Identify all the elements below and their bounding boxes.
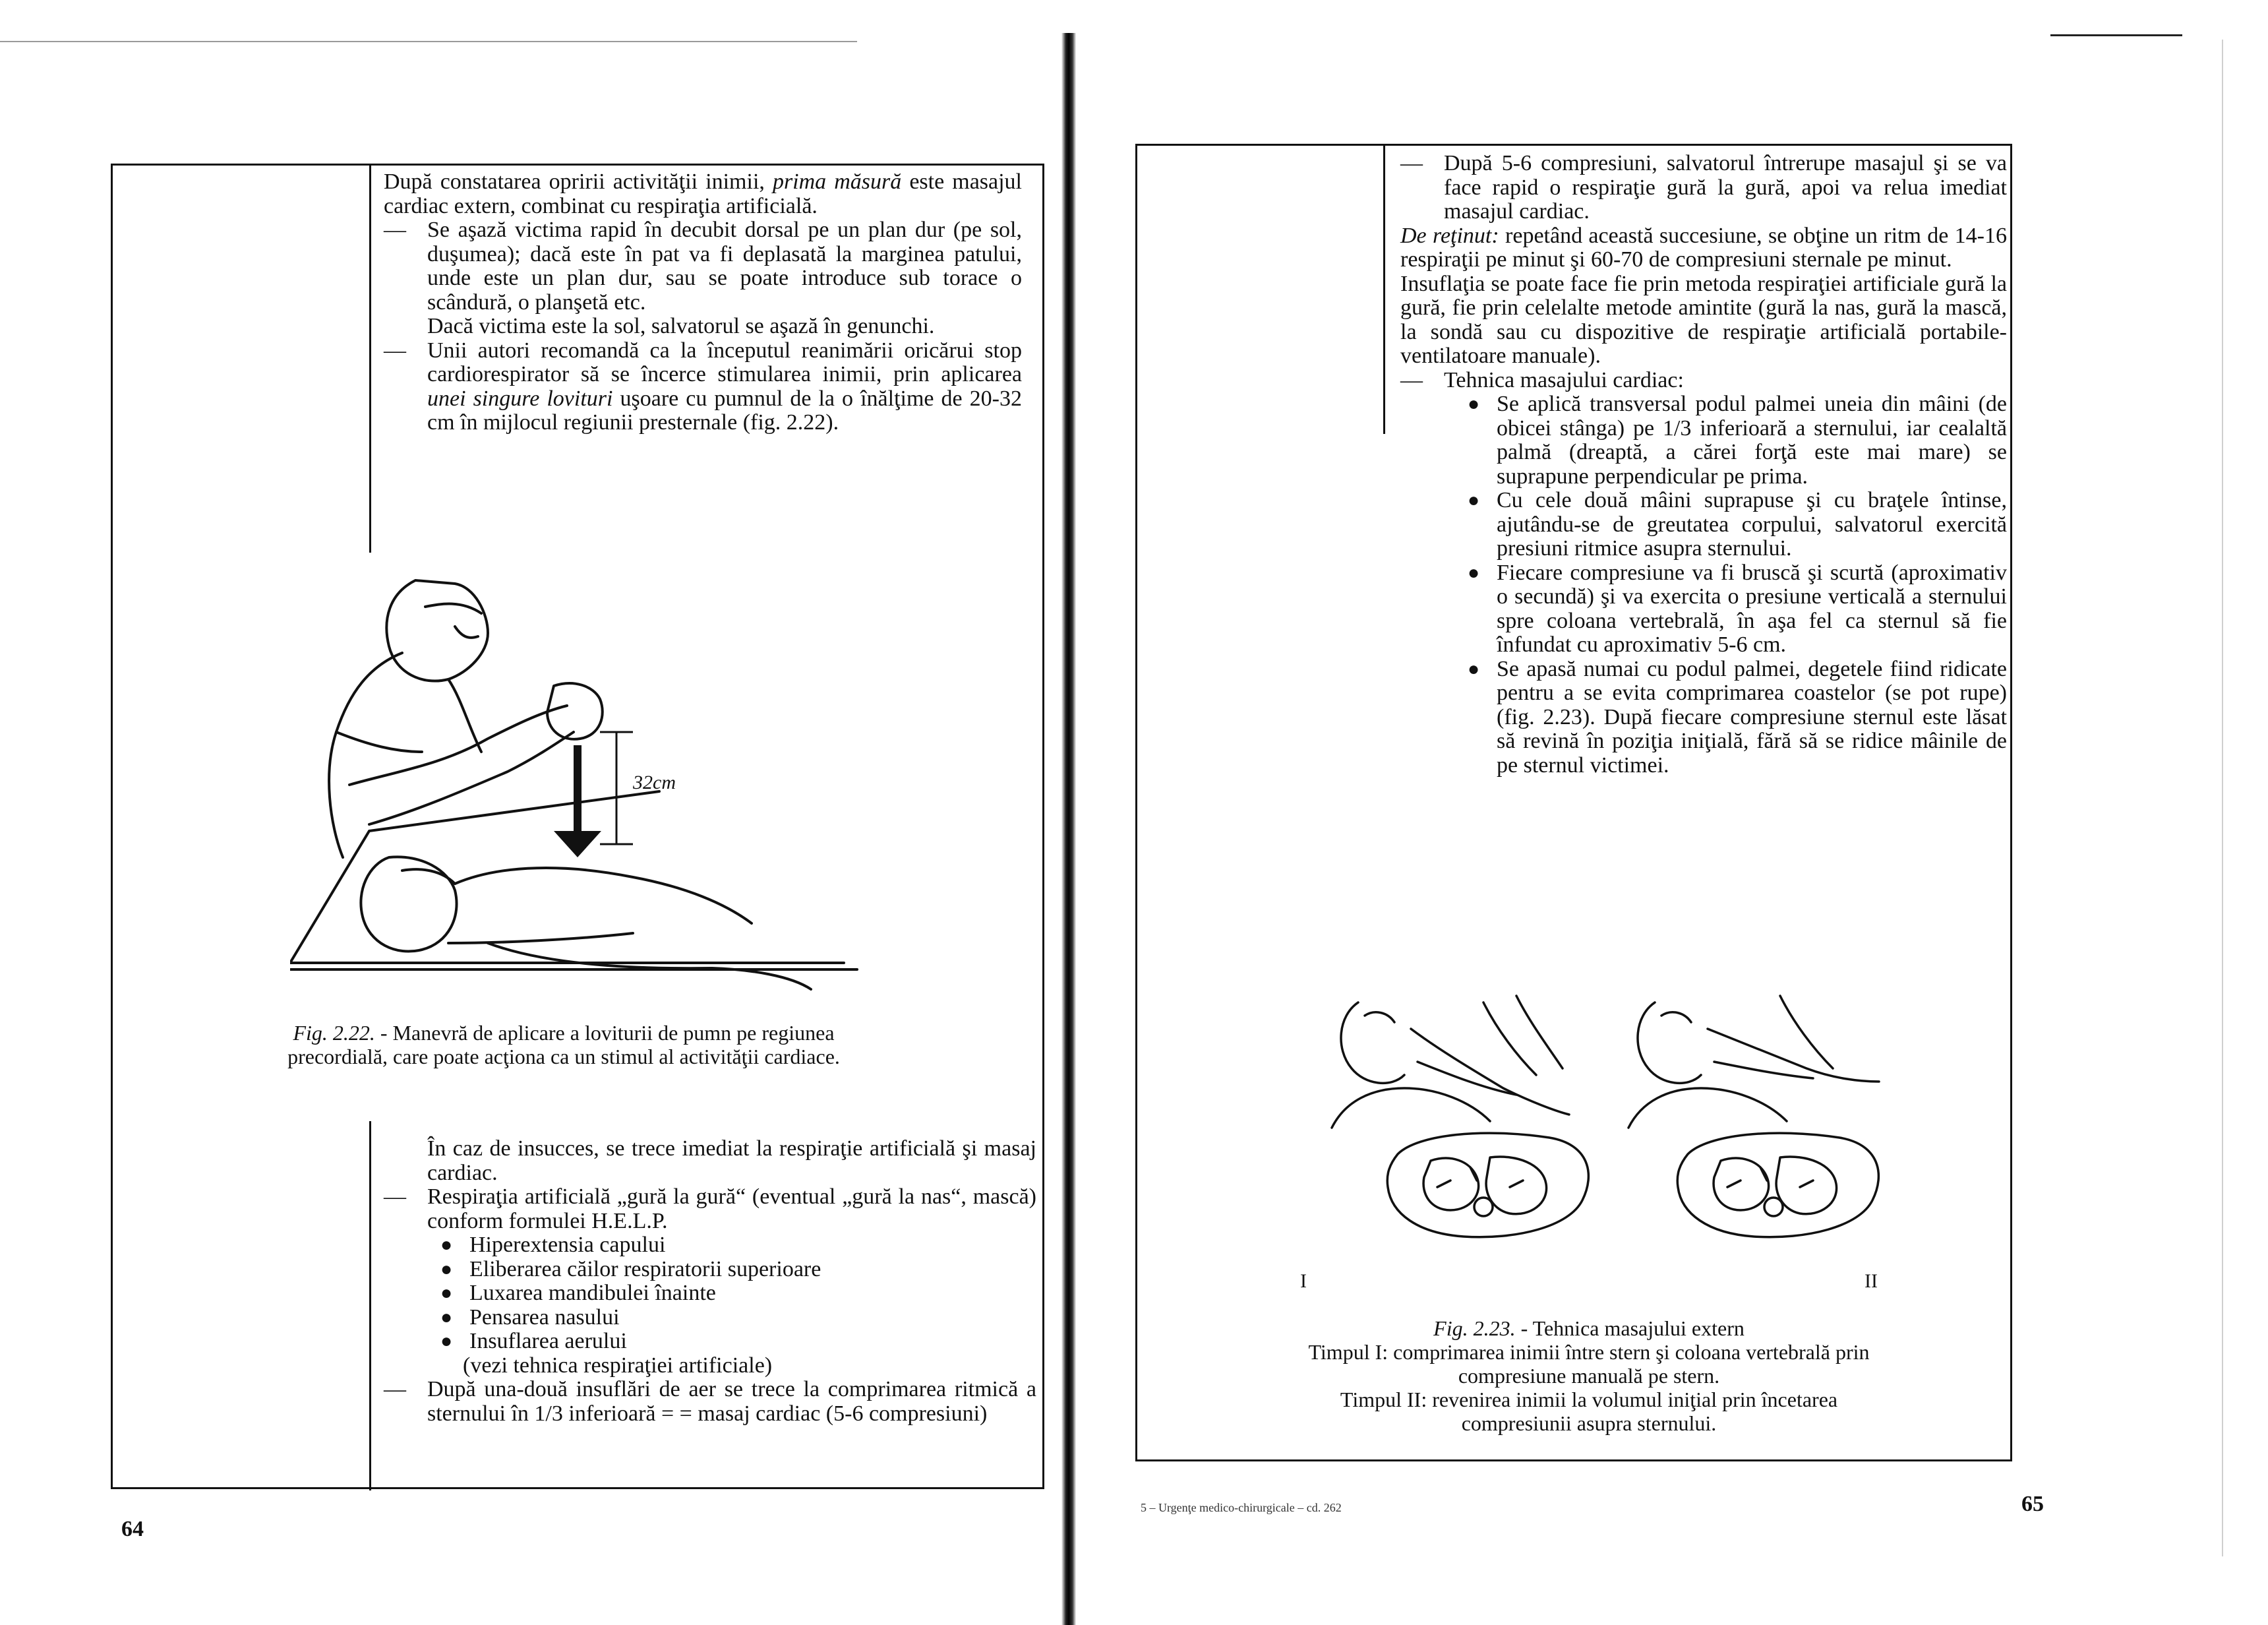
bullet-text: Eliberarea căilor respiratorii superioare — [469, 1256, 821, 1281]
bullet-icon: ● — [1468, 658, 1480, 680]
left-page-inner-rule-bottom — [369, 1121, 371, 1490]
compression-text: După una-două insuflări de aer se trece la comprimarea ritmică a sternului în 1/3 inferioară = = masaj cardiac (5-6 compresiuni) — [427, 1377, 1036, 1426]
help-bullet — [440, 1233, 1036, 1258]
precordial-thump-text — [427, 339, 1022, 435]
technique-bullet-list — [1400, 392, 2007, 778]
bullet-icon: ● — [440, 1234, 453, 1256]
help-bullet-list — [384, 1233, 1036, 1354]
help-bullet — [440, 1256, 1036, 1282]
list-item-cardiac-massage-technique — [1400, 369, 2007, 393]
insucces-text: În caz de insucces, se trece imediat la respiraţie artificială şi masaj cardiac. — [427, 1136, 1036, 1185]
figure-panel-label-2: II — [1865, 1270, 1878, 1292]
dash-marker: — — [384, 338, 406, 363]
bullet-icon: ● — [1468, 393, 1480, 415]
bullet-text: Fiecare compresiune va fi bruscă şi scurtă (aproximativ o secundă) şi va exercita o presiune verticală a sternului spre coloana vertebrală, în aşa fel ca sternul să fie înfundat cu aproximativ 5-6 cm. — [1497, 560, 2007, 657]
page-number-left: 64 — [121, 1517, 144, 1541]
caption-title-line — [1286, 1316, 1892, 1340]
dash-marker: — — [1400, 151, 1423, 175]
left-bottom-text — [384, 1137, 1036, 1426]
scan-edge-line — [0, 41, 857, 42]
intro-emphasis: prima măsură — [772, 169, 902, 194]
bullet-text: Insuflarea aerului — [469, 1329, 627, 1353]
bullet-icon: ● — [1468, 561, 1480, 584]
figure-number: Fig. 2.22. — [293, 1021, 375, 1045]
figure-number: Fig. 2.23. — [1433, 1316, 1516, 1340]
list-item-compression — [384, 1378, 1036, 1426]
bullet-text: Se apasă numai cu podul palmei, degetele fiind ridicate pentru a se evita comprimarea coastelor (se pot rupe) (fig. 2.23). După fiecare compresiune sternul este lăsat să revină în poziţia iniţială, fără să se ridice mâinile de pe sternul victimei. — [1497, 656, 2007, 778]
figure-2-22-caption — [260, 1021, 867, 1068]
caption-title: - Tehnica masajului extern — [1515, 1316, 1745, 1340]
caption-text: - Manevră de aplicare a loviturii de pumn pe regiunea precordială, care poate acţiona ca un stimul al activităţii cardiace. — [287, 1021, 840, 1068]
left-top-text — [384, 170, 1022, 435]
right-page-inner-rule — [1383, 144, 1385, 434]
bullet-icon: ● — [440, 1282, 453, 1304]
thump-emphasis: unei singure lovituri — [427, 386, 613, 411]
dash-marker: — — [1400, 367, 1423, 392]
dash-marker: — — [384, 1377, 406, 1401]
bullet-text: Hiperextensia capului — [469, 1233, 666, 1257]
intro-text: După constatarea opririi activităţii inimii, — [384, 169, 773, 194]
retinut-label: De reţinut: — [1400, 223, 1499, 248]
after-compressions-text: După 5-6 compresiuni, salvatorul întrerupe masajul şi se va face rapid o respiraţie gură la gură, apoi va relua imediat masajul cardiac. — [1444, 151, 2007, 224]
list-item-victim-position — [384, 218, 1022, 339]
bullet-text: Pensarea nasului — [469, 1304, 620, 1330]
help-bullet — [440, 1281, 1036, 1306]
technique-bullet — [1468, 488, 2007, 561]
artificial-respiration-text: Respiraţia artificială „gură la gură“ (eventual „gură la nas“, mască) conform formulei H.E.L.P. — [427, 1184, 1036, 1233]
bullet-icon: ● — [440, 1306, 453, 1328]
left-page-inner-rule — [369, 164, 371, 553]
scan-edge-line-right — [2050, 34, 2182, 36]
technique-bullet — [1468, 656, 2007, 778]
external-cardiac-massage-drawing — [1319, 989, 1899, 1266]
figure-2-23-caption — [1286, 1316, 1892, 1435]
intro-text-end: este masajul cardiac extern, combinat cu respiraţia artificială. — [384, 169, 1022, 218]
bullet-text: Se aplică transversal podul palmei uneia din mâini (de obicei stânga) pe 1/3 inferioară a sternului, iar cealaltă palmă (dreaptă, a cărei forţă este mai mare) se suprapune perpendicular pe prima. — [1497, 392, 2007, 489]
book-gutter — [1061, 33, 1076, 1625]
scan-edge-vertical — [2222, 40, 2223, 1556]
list-item-precordial-thump — [384, 339, 1022, 435]
retinut-text: repetând această succesiune, se obţine un ritm de 14-16 respiraţii pe minut şi 60-70 de compresiuni sternale pe minut. — [1400, 223, 2007, 272]
technique-bullet — [1468, 560, 2007, 658]
bullet-text: Luxarea mandibulei înainte — [469, 1281, 716, 1305]
figure-panel-label-1: I — [1300, 1270, 1307, 1292]
thump-text-start: Unii autori recomandă ca la începutul reanimării oricărui stop cardiorespirator să se încerce stimularea inimii, prin aplicarea — [427, 338, 1022, 386]
thump-height-arrow — [554, 732, 633, 857]
intro-paragraph — [384, 170, 1022, 218]
insuflatia-paragraph: Insuflaţia se poate face fie prin metoda respiraţiei artificiale gură la gură, fie prin celelalte metode amintite (gură la nas, gură la mască, la sondă sau cu dispozitive de respiraţie artificială portabile-ventilatoare manuale). — [1400, 271, 2007, 368]
retinut-paragraph — [1400, 224, 2007, 272]
page-footer-note: 5 – Urgenţe medico-chirurgicale – cd. 262 — [1141, 1501, 1342, 1514]
bullet-icon: ● — [440, 1330, 453, 1352]
precordial-thump-drawing — [290, 574, 897, 1002]
bullet-icon: ● — [1468, 489, 1480, 511]
help-bullet — [440, 1329, 1036, 1354]
dash-marker: — — [384, 218, 406, 242]
list-item-after-compressions — [1400, 152, 2007, 224]
technique-heading: Tehnica masajului cardiac: — [1444, 367, 1684, 392]
page-number-right: 65 — [2021, 1492, 2044, 1516]
list-item-artificial-respiration — [384, 1185, 1036, 1233]
bullet-icon: ● — [440, 1258, 453, 1280]
bullet-text: Cu cele două mâini suprapuse şi cu braţele întinse, ajutându-se de greutatea corpului, salvatorul exercită presiuni ritmice asupra sternului. — [1497, 488, 2007, 561]
right-text — [1400, 152, 2007, 778]
dash-marker: — — [384, 1184, 406, 1209]
help-bullet — [440, 1304, 1036, 1330]
figure-2-23-illustration — [1319, 989, 1899, 1266]
technique-bullet — [1468, 392, 2007, 489]
see-reference: (vezi tehnica respiraţiei artificiale) — [463, 1353, 773, 1378]
victim-position-text: Se aşază victima rapid în decubit dorsal pe un plan dur (pe sol, duşumea); dacă este în pat va fi deplasată la marginea patului, unde este un plan dur, sau se poate introduce sub torace o scândură, o planşetă etc. — [427, 218, 1022, 315]
thump-text-end: uşoare cu pumnul de la o înălţime de 20-32 cm în mijlocul regiunii presternale (fig. 2.22). — [427, 386, 1022, 435]
victim-position-note: Dacă victima este la sol, salvatorul se aşază în genunchi. — [427, 314, 935, 338]
caption-time-two: Timpul II: revenirea inimii la volumul iniţial prin încetarea compresiunii asupra sternului. — [1340, 1388, 1838, 1435]
thump-height-label: 32cm — [633, 772, 676, 793]
caption-time-one: Timpul I: comprimarea inimii între stern şi coloana vertebrală prin compresiune manuală pe stern. — [1308, 1340, 1870, 1388]
figure-2-22-illustration — [290, 574, 897, 1002]
